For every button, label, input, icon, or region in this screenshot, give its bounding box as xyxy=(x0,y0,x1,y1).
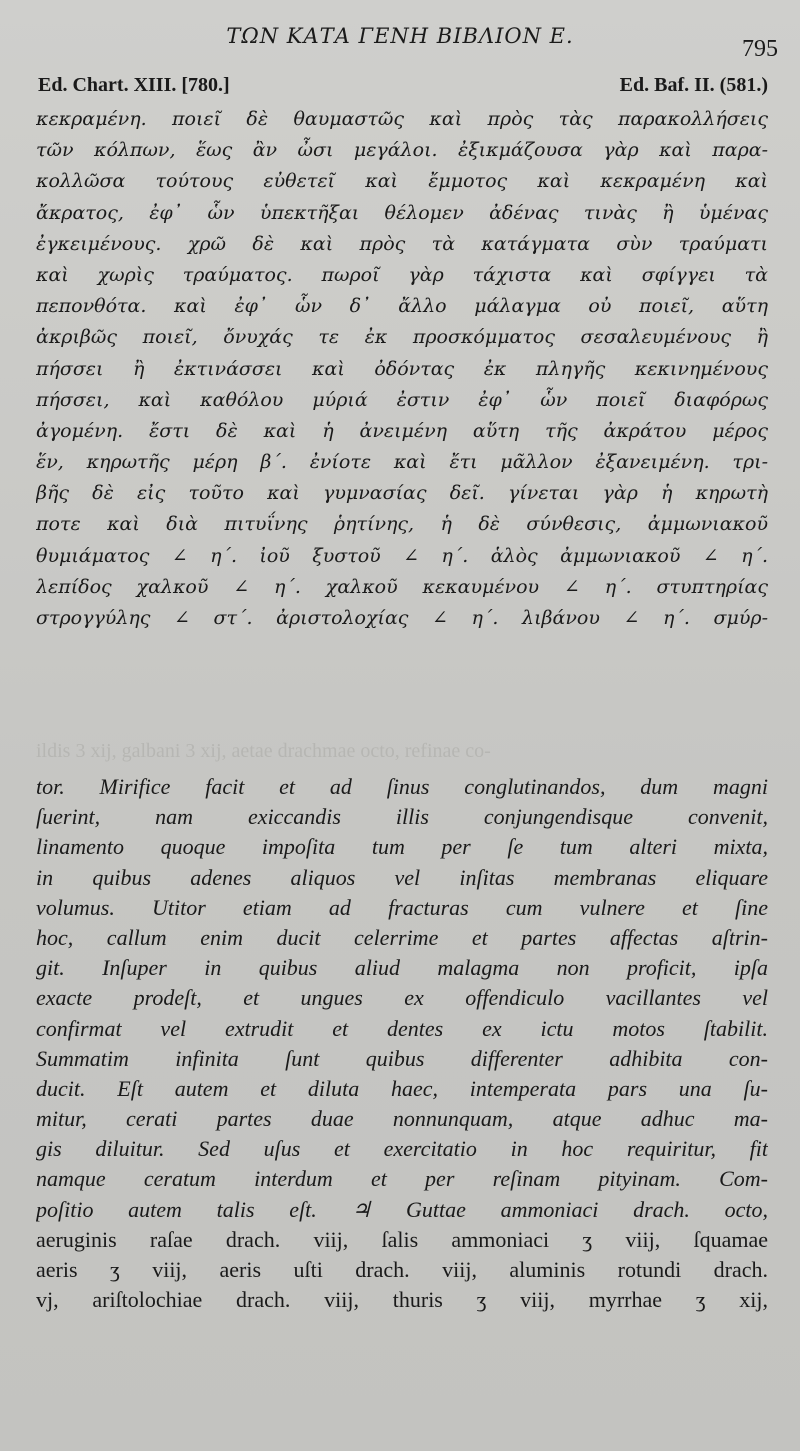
latin-line: gis diluitur. Sed uſus et exercitatio in hoc requiritur, fit xyxy=(36,1136,768,1162)
latin-text-block xyxy=(36,772,768,1315)
latin-line: linamento quoque impoſita tum per ſe tum alteri mixta, xyxy=(36,834,768,860)
edition-right: Ed. Baf. II. (581.) xyxy=(619,74,768,96)
latin-line: mitur, cerati partes duae nonnunquam, atque adhuc ma- xyxy=(36,1106,768,1132)
edition-left: Ed. Chart. XIII. [780.] xyxy=(38,74,230,96)
latin-line: ducit. Eſt autem et diluta haec, intemperata pars una ſu- xyxy=(36,1075,768,1101)
greek-line: πήσσει, καὶ καθόλου μύριά ἐστιν ἐφ᾽ ὧν ποιεῖ διαφόρως xyxy=(36,388,768,411)
latin-line: git. Inſuper in quibus aliud malagma non proficit, ipſa xyxy=(36,955,768,981)
greek-line: ἐγκειμένους. χρῶ δὲ καὶ πρὸς τὰ κατάγματα σὺν τραύματι xyxy=(36,232,768,255)
latin-line: hoc, callum enim ducit celerrime et partes affectas aſtrin- xyxy=(36,924,768,950)
latin-line: tor. Mirifice facit et ad ſinus conglutinandos, dum magni xyxy=(36,774,768,799)
greek-line: στρογγύλης ∠ στ΄. ἀριστολοχίας ∠ η΄. λιβάνου ∠ η΄. σμύρ- xyxy=(36,607,768,629)
greek-line: ποτε καὶ διὰ πιτυΐνης ῥητίνης, ἡ δὲ σύνθεσις, ἀμμωνιακοῦ xyxy=(36,513,768,536)
bleed-through-text: ildis 3 xij, galbani 3 xij, aetae drachmae octo, refinae co- xyxy=(36,740,491,762)
greek-line: κεκραμένη. ποιεῖ δὲ θαυμαστῶς καὶ πρὸς τὰς παρακολλήσεις xyxy=(36,108,768,130)
latin-line: volumus. Utitor etiam ad fracturas cum vulnere et ſine xyxy=(36,894,768,920)
latin-line: aeris ʒ viij, aeris uſti drach. viij, aluminis rotundi drach. xyxy=(36,1257,768,1282)
greek-line: βῆς δὲ εἰς τοῦτο καὶ γυμνασίας δεῖ. γίνεται γὰρ ἡ κηρωτὴ xyxy=(36,482,768,505)
latin-line: vj, ariſtolochiae drach. viij, thuris ʒ viij, myrrhae ʒ xij, xyxy=(36,1287,768,1313)
greek-line: θυμιάματος ∠ η΄. ἰοῦ ξυστοῦ ∠ η΄. ἁλὸς ἀμμωνιακοῦ ∠ η΄. xyxy=(36,544,768,567)
latin-line: aeruginis raſae drach. viij, ſalis ammoniaci ʒ viij, ſquamae xyxy=(36,1226,768,1252)
greek-line: καὶ χωρὶς τραύματος. πωροῖ γὰρ τάχιστα καὶ σφίγγει τὰ xyxy=(36,263,768,286)
running-title: ΤΩΝ ΚΑΤΑ ΓΕΝΗ ΒΙΒΛΙΟΝ Ε. xyxy=(226,24,574,48)
greek-line: πήσσει ἢ ἐκτινάσσει καὶ ὀδόντας ἐκ πληγῆς κεκινημένους xyxy=(36,357,768,380)
edition-line xyxy=(38,74,768,97)
greek-line: πεπονθότα. καὶ ἐφ᾽ ὧν δ᾽ ἄλλο μάλαγμα οὐ ποιεῖ, αὕτη xyxy=(36,295,768,318)
greek-line: κολλῶσα τούτους εὐθετεῖ καὶ ἔμμοτος καὶ κεκραμένη καὶ xyxy=(36,170,768,193)
greek-line: τῶν κόλπων, ἕως ἂν ὦσι μεγάλοι. ἐξικμάζουσα γὰρ καὶ παρα- xyxy=(36,139,768,162)
latin-line: ſuerint, nam exiccandis illis conjungendisque convenit, xyxy=(36,804,768,830)
greek-text-block xyxy=(36,104,768,634)
greek-line: ἄκρατος, ἐφ᾽ ὧν ὑπεκτῆξαι θέλομεν ἀδένας τινὰς ἢ ὑμένας xyxy=(36,201,768,224)
latin-line: Summatim infinita ſunt quibus differenter adhibita con- xyxy=(36,1045,768,1071)
page-number: 795 xyxy=(742,36,778,62)
greek-line: ἕν, κηρωτῆς μέρη β΄. ἐνίοτε καὶ ἔτι μᾶλλον ἐξανειμένη. τρι- xyxy=(36,451,768,474)
latin-line: poſitio autem talis eſt. ♃ Guttae ammoniaci drach. octo, xyxy=(36,1196,768,1222)
latin-line: confirmat vel extrudit et dentes ex ictu motos ſtabilit. xyxy=(36,1015,768,1041)
latin-line: in quibus adenes aliquos vel inſitas membranas eliquare xyxy=(36,864,768,890)
latin-line: exacte prodeſt, et ungues ex offendiculo vacillantes vel xyxy=(36,985,768,1011)
greek-line: ἀκριβῶς ποιεῖ, ὄνυχάς τε ἐκ προσκόμματος σεσαλευμένους ἢ xyxy=(36,326,768,349)
greek-line: ἀγομένη. ἔστι δὲ καὶ ἡ ἀνειμένη αὕτη τῆς ἀκράτου μέρος xyxy=(36,419,768,442)
greek-line: λεπίδος χαλκοῦ ∠ η΄. χαλκοῦ κεκαυμένου ∠ η΄. στυπτηρίας xyxy=(36,575,768,598)
latin-line: namque ceratum interdum et per reſinam pityinam. Com- xyxy=(36,1166,768,1192)
